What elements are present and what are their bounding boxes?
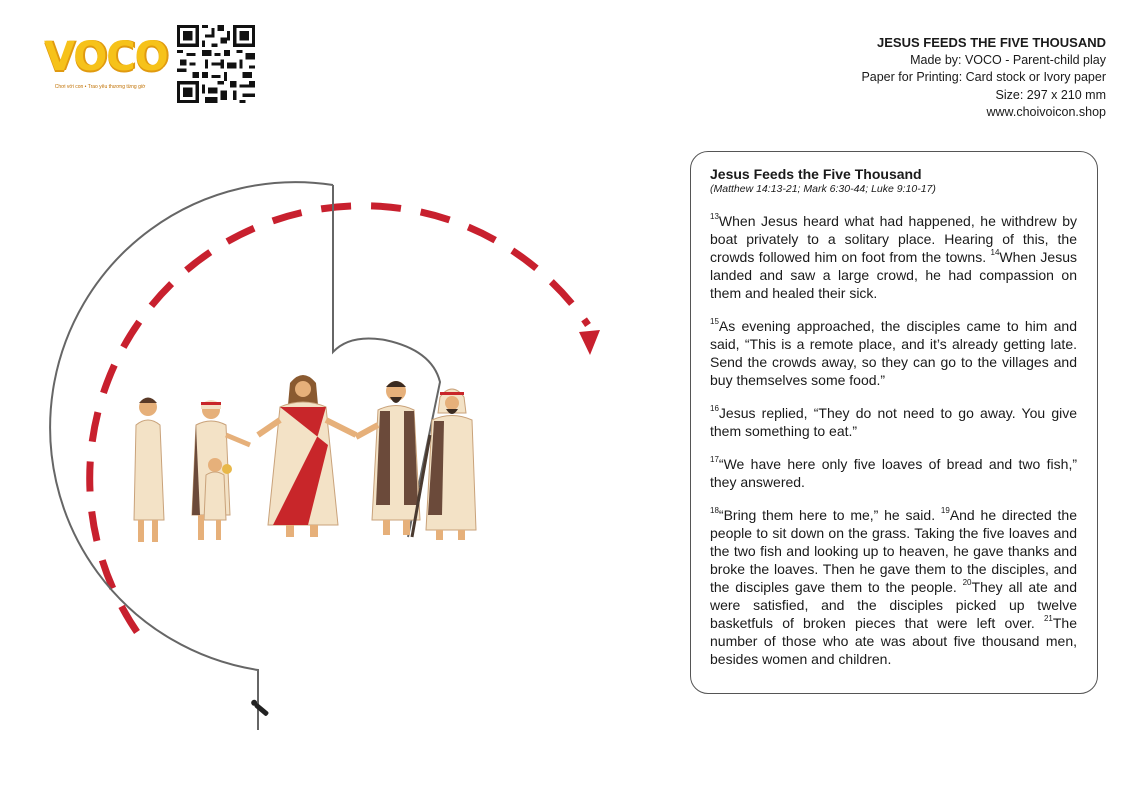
arrow-icon	[579, 330, 600, 355]
jesus-figure	[258, 375, 356, 537]
verse-number: 13	[710, 212, 719, 221]
boy-figure	[134, 398, 164, 543]
verse-text: “Bring them here to me,” he said.	[718, 507, 941, 523]
header-paper: Paper for Printing: Card stock or Ivory paper	[861, 70, 1106, 84]
logo-tagline: Chơi với con • Trao yêu thương từng giờ	[54, 84, 146, 90]
scripture-paragraph	[710, 404, 1077, 440]
verse-text: When Jesus heard what had happened, he withdrew by boat privately to a solitary place. Hearing of this, the crowds followed him on foot from the towns.	[710, 213, 1077, 265]
scripture-paragraph	[710, 506, 1077, 668]
scripture-paragraph	[710, 212, 1077, 302]
scripture-card	[690, 151, 1098, 694]
verse-number: 16	[710, 404, 719, 413]
verse-text: They all ate and were satisfied, and the disciples picked up twelve basketfuls of broken pieces that were left over.	[710, 579, 1077, 631]
scripture-passages	[710, 212, 1077, 668]
header-website: www.choivoicon.shop	[986, 105, 1106, 119]
verse-text: Jesus replied, “They do not need to go away. You give them something to eat.”	[710, 405, 1077, 439]
verse-text: When Jesus landed and saw a large crowd, he had compassion on them and healed their sick.	[710, 249, 1077, 301]
scripture-title: Jesus Feeds the Five Thousand	[710, 166, 922, 182]
header-title: JESUS FEEDS THE FIVE THOUSAND	[877, 35, 1106, 50]
verse-number: 14	[990, 248, 1000, 257]
scripture-paragraph	[710, 317, 1077, 389]
verse-text: “We have here only five loaves of bread and two fish,” they answered.	[710, 456, 1077, 490]
man-with-child-figure	[192, 400, 250, 540]
header-made-by: Made by: VOCO - Parent-child play	[910, 52, 1106, 67]
header-size: Size: 297 x 210 mm	[995, 87, 1106, 102]
elder-figure	[412, 389, 476, 540]
scissors-icon	[250, 699, 270, 717]
verse-text: As evening approached, the disciples came to him and said, “This is a remote place, and it’s already getting late. Send the crowds away, so they can go to the villages and buy themselves some food.”	[710, 318, 1077, 388]
verse-text: And he directed the people to sit down on the grass. Taking the five loaves and the two fish and looking up to heaven, he gave thanks and broke the loaves. Then he gave them to the disciples, and the disciples gave them to the people.	[710, 507, 1077, 595]
verse-text: The number of those who ate was about five thousand men, besides women and children.	[710, 615, 1077, 667]
disciple-figure	[356, 381, 420, 535]
jesus-and-disciples-illustration	[128, 365, 484, 550]
verse-number: 15	[710, 317, 719, 326]
verse-number: 17	[710, 455, 719, 464]
verse-number: 18	[710, 506, 719, 515]
verse-number: 20	[962, 578, 972, 587]
verse-number: 21	[1043, 614, 1053, 623]
logo-wordmark: VOCO	[44, 34, 168, 80]
scripture-paragraph	[710, 455, 1077, 491]
scripture-reference: (Matthew 14:13-21; Mark 6:30-44; Luke 9:10-17)	[710, 183, 936, 195]
verse-number: 19	[940, 506, 950, 515]
